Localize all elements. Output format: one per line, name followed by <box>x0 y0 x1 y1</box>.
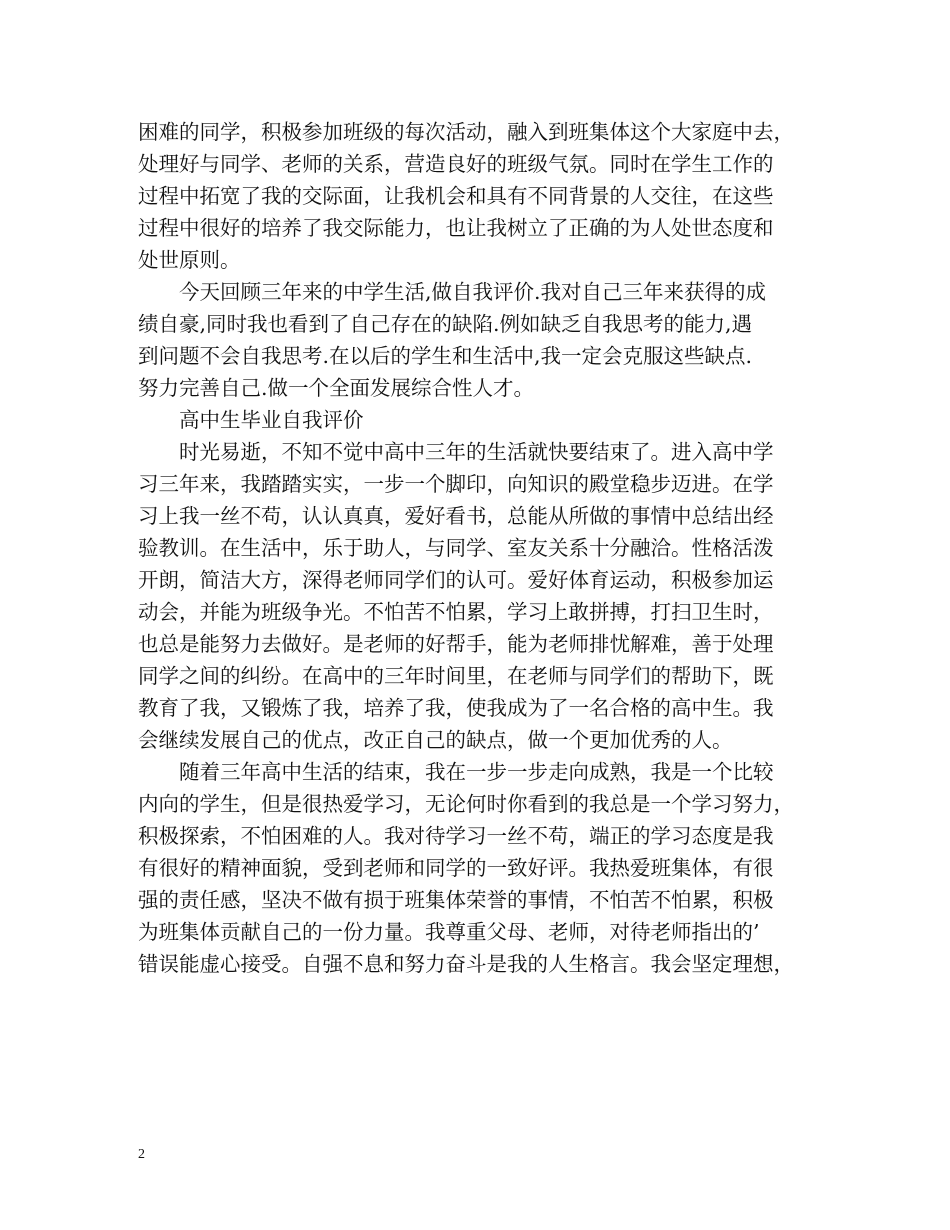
text-line: 错误能虚心接受。自强不息和努力奋斗是我的人生格言。我会坚定理想， <box>138 952 794 976</box>
text-line: 开朗，简洁大方，深得老师同学们的认可。爱好体育运动，积极参加运 <box>138 568 774 592</box>
text-line: 处世原则。 <box>138 248 241 272</box>
text-line: 会继续发展自己的优点，改正自己的缺点，做一个更加优秀的人。 <box>138 728 733 752</box>
text-line: 同学之间的纠纷。在高中的三年时间里，在老师与同学们的帮助下，既 <box>138 664 774 688</box>
text-line: 动会，并能为班级争光。不怕苦不怕累，学习上敢拼搏，打扫卫生时， <box>138 600 774 624</box>
text-line: 有很好的精神面貌，受到老师和同学的一致好评。我热爱班集体，有很 <box>138 856 774 880</box>
text-line: 努力完善自己.做一个全面发展综合性人才。 <box>138 376 535 400</box>
text-line: 教育了我，又锻炼了我，培养了我，使我成为了一名合格的高中生。我 <box>138 696 774 720</box>
text-line: 为班集体贡献自己的一份力量。我尊重父母、老师，对待老师指出的’ <box>138 920 760 944</box>
text-line: 也总是能努力去做好。是老师的好帮手，能为老师排忧解难，善于处理 <box>138 632 774 656</box>
text-line: 过程中很好的培养了我交际能力，也让我树立了正确的为人处世态度和 <box>138 216 774 240</box>
paragraph-start-line: 时光易逝，不知不觉中高中三年的生活就快要结束了。进入高中学 <box>179 440 774 464</box>
text-line: 处理好与同学、老师的关系，营造良好的班级气氛。同时在学生工作的 <box>138 152 774 176</box>
text-line: 绩自豪,同时我也看到了自己存在的缺陷.例如缺乏自我思考的能力,遇 <box>138 312 753 336</box>
text-line: 强的责任感，坚决不做有损于班集体荣誉的事情，不怕苦不怕累，积极 <box>138 888 774 912</box>
body-text <box>138 116 818 980</box>
paragraph-start-line: 随着三年高中生活的结束，我在一步一步走向成熟，我是一个比较 <box>179 760 774 784</box>
text-line: 到问题不会自我思考.在以后的学生和生活中,我一定会克服这些缺点. <box>138 344 753 368</box>
text-line: 习上我一丝不苟，认认真真，爱好看书，总能从所做的事情中总结出经 <box>138 504 774 528</box>
section-heading: 高中生毕业自我评价 <box>179 408 364 432</box>
text-line: 过程中拓宽了我的交际面，让我机会和具有不同背景的人交往，在这些 <box>138 184 774 208</box>
page-number: 2 <box>138 1147 145 1162</box>
text-line: 积极探索，不怕困难的人。我对待学习一丝不苟，端正的学习态度是我 <box>138 824 774 848</box>
text-line: 习三年来，我踏踏实实，一步一个脚印，向知识的殿堂稳步迈进。在学 <box>138 472 774 496</box>
text-line: 内向的学生，但是很热爱学习，无论何时你看到的我总是一个学习努力， <box>138 792 794 816</box>
paragraph-start-line: 今天回顾三年来的中学生活,做自我评价.我对自己三年来获得的成 <box>179 280 767 304</box>
text-line: 困难的同学，积极参加班级的每次活动，融入到班集体这个大家庭中去， <box>138 120 794 144</box>
text-line: 验教训。在生活中，乐于助人，与同学、室友关系十分融洽。性格活泼 <box>138 536 774 560</box>
